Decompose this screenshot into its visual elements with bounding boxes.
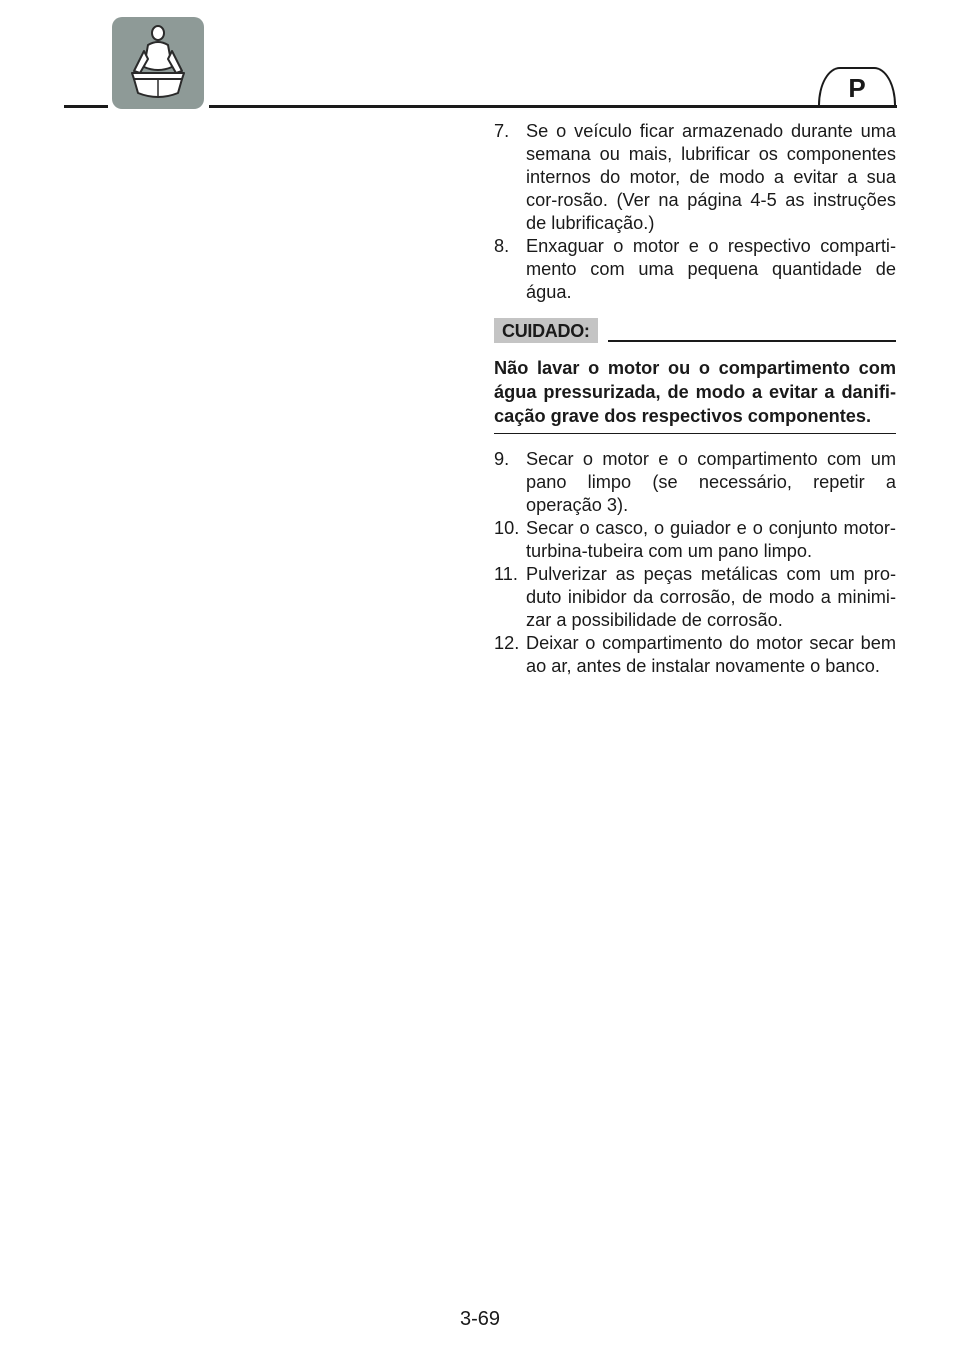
list-item-text: Deixar o compartimento do motor secar bem ao ar, antes de instalar novamente o banco.	[526, 633, 896, 676]
instruction-column	[494, 120, 896, 678]
list-item-number: 12.	[494, 633, 520, 653]
list-item	[494, 120, 896, 235]
list-item-number: 7.	[494, 121, 510, 141]
caution-text: Não lavar o motor ou o compartimento com água pressurizada, de modo a evitar a danifi-cação grave dos respectivos componentes.	[494, 356, 896, 434]
list-item-text: Se o veículo ficar armazenado durante uma semana ou mais, lubrificar os componentes internos do motor, de modo a evitar a sua cor-rosão. (Ver na página 4-5 as instruções de lubrificação.)	[526, 121, 896, 233]
list-item	[494, 448, 896, 517]
list-item-number: 9.	[494, 449, 510, 469]
header-rule-left	[64, 105, 108, 108]
caution-rule	[608, 340, 896, 342]
jetski-rider-icon	[112, 17, 204, 109]
list-item-number: 10.	[494, 518, 520, 538]
list-item-text: Secar o motor e o compartimento com um pano limpo (se necessário, repetir a operação 3).	[526, 449, 896, 515]
language-tab: P	[818, 67, 896, 105]
list-item	[494, 632, 896, 678]
header-rule-right	[209, 105, 897, 108]
list-item	[494, 563, 896, 632]
instruction-list-continued	[494, 448, 896, 678]
list-item-number: 11.	[494, 564, 518, 584]
list-item-text: Enxaguar o motor e o respectivo comparti-mento com uma pequena quantidade de água.	[526, 236, 896, 302]
list-item-text: Pulverizar as peças metálicas com um pro-duto inibidor da corrosão, de modo a minimi-zar a possibilidade de corrosão.	[526, 564, 896, 630]
list-item	[494, 517, 896, 563]
page-number: 3-69	[459, 1308, 501, 1330]
caution-header	[494, 318, 896, 344]
list-item	[494, 235, 896, 304]
list-item-text: Secar o casco, o guiador e o conjunto motor-turbina-tubeira com um pano limpo.	[526, 518, 896, 561]
caution-label: CUIDADO:	[494, 318, 598, 343]
list-item-number: 8.	[494, 236, 510, 256]
